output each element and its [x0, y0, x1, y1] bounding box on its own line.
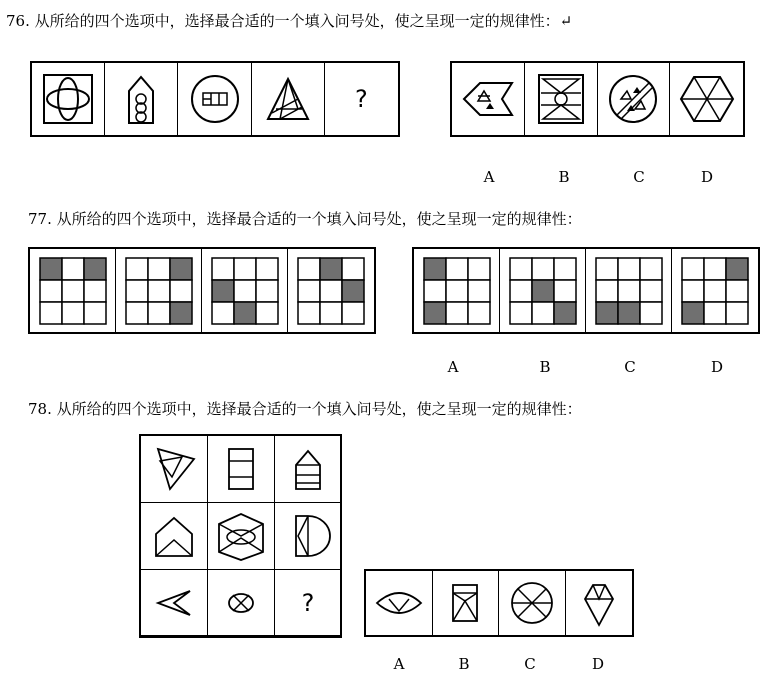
q78-cell-8: [208, 570, 275, 636]
q76-fig1: [32, 63, 105, 135]
q78-label-a: A: [393, 655, 405, 673]
q78-option-c[interactable]: [499, 571, 566, 635]
q78-title: 78. 从所给的四个选项中，选择最合适的一个填入问号处，使之呈现一定的规律性：: [28, 400, 582, 418]
q78-cell-3: [275, 436, 342, 503]
q78-label-d: D: [591, 655, 605, 673]
q78-cell-2: [208, 436, 275, 503]
q76-label-a: A: [483, 168, 495, 186]
q77-fig3: [202, 249, 288, 332]
q78-label-c: C: [524, 655, 536, 673]
q78-cell-5: [208, 503, 275, 570]
q77-title: 77. 从所给的四个选项中，选择最合适的一个填入问号处，使之呈现一定的规律性：: [28, 210, 582, 228]
q77-fig4: [288, 249, 374, 332]
q77-label-c: C: [624, 358, 636, 376]
q76-options: [450, 61, 745, 137]
q78-matrix: [139, 434, 342, 638]
q77-option-c[interactable]: [586, 249, 672, 332]
q77-option-b[interactable]: [500, 249, 586, 332]
q76-label-c: C: [633, 168, 645, 186]
q76-sequence: [30, 61, 400, 137]
q77-label-b: B: [539, 358, 551, 376]
q78-option-d[interactable]: [566, 571, 632, 635]
q78-cell-7: [141, 570, 208, 636]
q77-sequence: [28, 247, 376, 334]
q78-cell-4: [141, 503, 208, 570]
q78-question-mark: ?: [301, 588, 315, 617]
q76-question-cell: [325, 63, 398, 135]
q77-options: [412, 247, 760, 334]
q76-title: 76. 从所给的四个选项中，选择最合适的一个填入问号处，使之呈现一定的规律性：↵: [6, 12, 573, 30]
q78-option-a[interactable]: [366, 571, 433, 635]
q76-question-mark: ?: [355, 85, 368, 113]
q76-fig2: [105, 63, 178, 135]
q77-label-d: D: [710, 358, 724, 376]
q76-option-c[interactable]: [598, 63, 671, 135]
q76-fig4: [252, 63, 325, 135]
q76-option-b[interactable]: [525, 63, 598, 135]
q78-question-cell: [275, 570, 342, 636]
q78-label-b: B: [458, 655, 470, 673]
q78-cell-6: [275, 503, 342, 570]
q76-label-b: B: [558, 168, 570, 186]
q78-cell-1: [141, 436, 208, 503]
q76-fig3: [178, 63, 251, 135]
q76-option-a[interactable]: [452, 63, 525, 135]
q77-fig1: [30, 249, 116, 332]
q77-option-a[interactable]: [414, 249, 500, 332]
q77-fig2: [116, 249, 202, 332]
q76-label-d: D: [700, 168, 714, 186]
q78-options: [364, 569, 634, 637]
q76-option-d[interactable]: [670, 63, 743, 135]
q77-label-a: A: [447, 358, 459, 376]
q78-option-b[interactable]: [433, 571, 500, 635]
q77-option-d[interactable]: [672, 249, 758, 332]
